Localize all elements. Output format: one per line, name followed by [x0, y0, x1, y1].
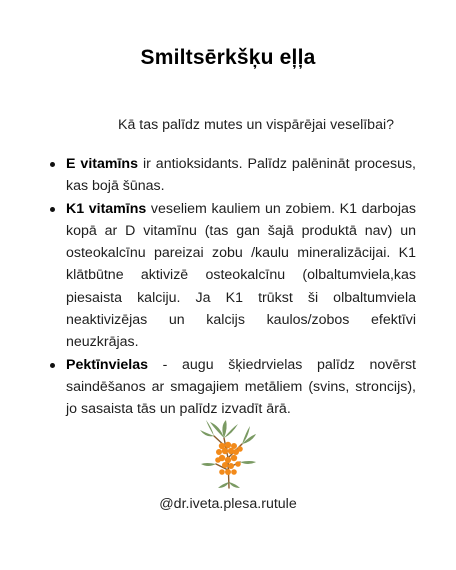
- list-item-term: Pektīnvielas: [66, 356, 149, 373]
- list-item-text: veseliem kauliem un zobiem. K1 darbojas kopā ar D vitamīnu (tas gan šajā produktā nav) un osteokalcīnu pareizai zobu /kaulu mineralizācijai. K1 klātbūtne aktivizē osteokalcīnu (olbaltumviela,kas piesaista kalciju. Ja K1 trūkst ši olbaltumviela neaktivizējas un kalcijs kaulos/zobos efektīvi neuzkrājas.: [66, 200, 416, 351]
- author-handle: @dr.iveta.plesa.rutule: [159, 496, 297, 512]
- list-item-pectins: [48, 354, 416, 421]
- page-subtitle: Kā tas palīdz mutes un vispārējai veselībai?: [117, 117, 395, 133]
- sea-buckthorn-branch-icon: [198, 418, 260, 490]
- page-title: Smiltsērkšķu eļļa: [140, 46, 316, 69]
- list-item-text: ir antioksidants. Palīdz palēnināt procesus, kas bojā šūnas.: [66, 156, 416, 195]
- list-item-term: K1 vitamīns: [66, 200, 147, 217]
- list-item-vitamin-k1: [48, 198, 416, 354]
- benefit-list: [48, 153, 416, 421]
- list-item-term: E vitamīns: [66, 156, 138, 172]
- list-item-vitamin-e: [48, 153, 416, 198]
- list-item-text: - augu šķiedrvielas palīdz novērst saindēšanos ar smagajiem metāliem (svins, stroncijs), jo sasaista tās un palīdz izvadīt ārā.: [66, 356, 416, 418]
